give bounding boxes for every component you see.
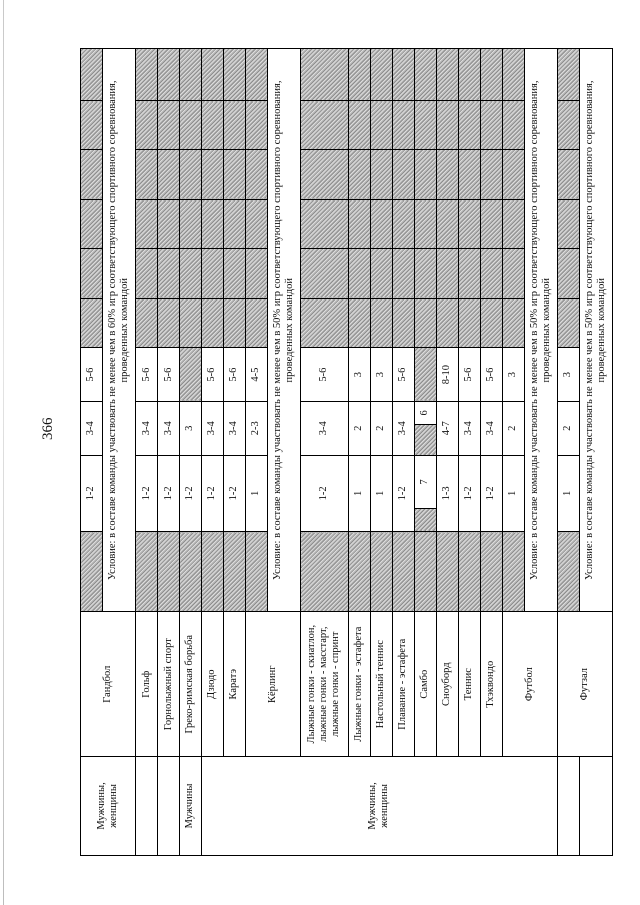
value-cell: 3-4 (81, 401, 103, 455)
shaded-cell (480, 249, 502, 299)
sport-name: Гандбол (81, 612, 136, 756)
shaded-cell (436, 49, 458, 101)
value-cell: 5-6 (158, 348, 180, 402)
shaded-cell (223, 249, 245, 299)
empty-cell (579, 756, 612, 855)
value-cell: 6 (414, 401, 436, 424)
shaded-cell (223, 298, 245, 348)
shaded-cell (81, 199, 103, 249)
value-cell: 1 (370, 455, 392, 531)
sport-name: Лыжные гонки - эстафета (348, 612, 370, 756)
shaded-cell (392, 100, 414, 150)
value-cell: 3 (557, 348, 579, 402)
shaded-cell (158, 49, 180, 101)
shaded-cell (81, 150, 103, 200)
shaded-cell (180, 348, 202, 402)
shaded-cell (245, 49, 267, 101)
shaded-cell (480, 150, 502, 200)
sports-table (80, 48, 613, 856)
value-cell: 3-4 (392, 401, 414, 455)
shaded-cell (458, 298, 480, 348)
shaded-cell (370, 100, 392, 150)
value-cell: 7 (414, 455, 436, 509)
sport-name: Теннис (458, 612, 480, 756)
shaded-cell (436, 150, 458, 200)
condition-text: Условие: в составе команды участвовать не менее чем в 50% игр соответствующего спортивного соревнования, проведенных командой (524, 49, 557, 612)
shaded-cell (392, 531, 414, 611)
shaded-cell (392, 199, 414, 249)
empty-cell (557, 756, 579, 855)
sport-name: Сноуборд (436, 612, 458, 756)
sport-name: Кёрлинг (245, 612, 300, 756)
value-cell: 2 (348, 401, 370, 455)
sport-name: Футзал (557, 612, 612, 756)
shaded-cell (81, 100, 103, 150)
shaded-cell (223, 100, 245, 150)
value-cell: 1-2 (81, 455, 103, 531)
shaded-cell (136, 531, 158, 611)
shaded-cell (458, 249, 480, 299)
value-cell: 1-2 (136, 455, 158, 531)
shaded-cell (301, 531, 349, 611)
shaded-cell (502, 199, 524, 249)
value-cell: 5-6 (81, 348, 103, 402)
shaded-cell (180, 199, 202, 249)
shaded-cell (458, 49, 480, 101)
condition-text: Условие: в составе команды участвовать не менее чем в 50% игр соответствующего спортивного соревнования, проведенных командой (579, 49, 612, 612)
value-cell: 5-6 (201, 348, 223, 402)
page-number: 366 (40, 417, 56, 440)
shaded-cell (158, 249, 180, 299)
shaded-cell (480, 100, 502, 150)
group-label: Мужчины, женщины (201, 756, 557, 855)
shaded-cell (502, 531, 524, 611)
shaded-cell (180, 150, 202, 200)
shaded-cell (480, 199, 502, 249)
condition-text: Условие: в составе команды участвовать не менее чем в 60% игр соответствующего спортивного соревнования, проведенных командой (102, 49, 135, 612)
value-cell: 1-3 (436, 455, 458, 531)
table-row (392, 49, 414, 856)
table-row (201, 49, 223, 856)
shaded-cell (348, 100, 370, 150)
shaded-cell (245, 249, 267, 299)
value-cell: 3-4 (136, 401, 158, 455)
shaded-cell (180, 49, 202, 101)
shaded-cell (557, 298, 579, 348)
value-cell: 3 (370, 348, 392, 402)
value-cell: 1-2 (223, 455, 245, 531)
shaded-cell (414, 49, 436, 101)
table-row (348, 49, 370, 856)
shaded-cell (245, 298, 267, 348)
value-cell: 3-4 (201, 401, 223, 455)
shaded-cell (414, 298, 436, 348)
shaded-cell (180, 298, 202, 348)
value-cell: 1-2 (458, 455, 480, 531)
shaded-cell (158, 199, 180, 249)
shaded-cell (348, 531, 370, 611)
shaded-cell (436, 531, 458, 611)
value-cell: 3 (348, 348, 370, 402)
value-cell: 2 (370, 401, 392, 455)
shaded-cell (81, 298, 103, 348)
value-cell: 5-6 (392, 348, 414, 402)
shaded-cell (557, 49, 579, 101)
shaded-cell (436, 100, 458, 150)
sport-name: Плавание - эстафета (392, 612, 414, 756)
sport-name: Дзюдо (201, 612, 223, 756)
shaded-cell (136, 49, 158, 101)
shaded-cell (436, 249, 458, 299)
shaded-cell (301, 298, 349, 348)
shaded-cell (136, 249, 158, 299)
shaded-cell (557, 100, 579, 150)
value-cell: 4-5 (245, 348, 267, 402)
shaded-cell (502, 49, 524, 101)
shaded-cell (348, 199, 370, 249)
shaded-cell (414, 424, 436, 455)
shaded-cell (201, 531, 223, 611)
value-cell: 1 (502, 455, 524, 531)
shaded-cell (201, 298, 223, 348)
shaded-cell (557, 249, 579, 299)
value-cell: 2 (502, 401, 524, 455)
shaded-cell (245, 100, 267, 150)
shaded-cell (370, 298, 392, 348)
group-label: Мужчины (180, 756, 202, 855)
table-row (136, 49, 158, 856)
value-cell: 5-6 (458, 348, 480, 402)
shaded-cell (301, 100, 349, 150)
shaded-cell (301, 249, 349, 299)
value-cell: 1-2 (301, 455, 349, 531)
table-row (502, 49, 524, 856)
value-cell: 1 (245, 455, 267, 531)
value-cell: 1 (557, 455, 579, 531)
value-cell: 3-4 (480, 401, 502, 455)
value-cell: 1-2 (201, 455, 223, 531)
rotated-table-frame (80, 48, 613, 856)
sport-name: Футбол (502, 612, 557, 756)
table-row (180, 49, 202, 856)
value-cell: 3-4 (158, 401, 180, 455)
value-cell: 4-7 (436, 401, 458, 455)
shaded-cell (414, 531, 436, 611)
sport-name: Гольф (136, 612, 158, 756)
value-cell: 5-6 (301, 348, 349, 402)
shaded-cell (348, 49, 370, 101)
shaded-cell (458, 531, 480, 611)
group-label: Мужчины, женщины (81, 756, 136, 855)
shaded-cell (392, 49, 414, 101)
table-row (158, 49, 180, 856)
sport-name: Греко-римская борьба (180, 612, 202, 756)
shaded-cell (502, 298, 524, 348)
table-row (245, 49, 267, 856)
shaded-cell (502, 100, 524, 150)
value-cell: 2-3 (245, 401, 267, 455)
shaded-cell (557, 531, 579, 611)
shaded-cell (81, 49, 103, 101)
shaded-cell (201, 249, 223, 299)
shaded-cell (392, 249, 414, 299)
shaded-cell (201, 199, 223, 249)
shaded-cell (223, 150, 245, 200)
value-cell: 3-4 (223, 401, 245, 455)
value-cell: 5-6 (136, 348, 158, 402)
empty-cell (136, 756, 158, 855)
shaded-cell (136, 199, 158, 249)
shaded-cell (245, 199, 267, 249)
shaded-cell (392, 150, 414, 200)
shaded-cell (502, 249, 524, 299)
sport-name: Лыжные гонки - скиатлон, лыжные гонки - масстарт, лыжные гонки - спринт (301, 612, 349, 756)
shaded-cell (201, 150, 223, 200)
sport-name: Настольный теннис (370, 612, 392, 756)
table-row (301, 49, 349, 856)
value-cell: 1-2 (180, 455, 202, 531)
shaded-cell (392, 298, 414, 348)
shaded-cell (81, 249, 103, 299)
value-cell: 8-10 (436, 348, 458, 402)
shaded-cell (136, 150, 158, 200)
shaded-cell (436, 199, 458, 249)
shaded-cell (201, 49, 223, 101)
value-cell: 5-6 (480, 348, 502, 402)
shaded-cell (301, 49, 349, 101)
scan-edge (3, 0, 4, 905)
shaded-cell (370, 49, 392, 101)
value-cell: 1-2 (480, 455, 502, 531)
value-cell: 5-6 (223, 348, 245, 402)
shaded-cell (245, 531, 267, 611)
value-cell: 1-2 (158, 455, 180, 531)
shaded-cell (370, 249, 392, 299)
shaded-cell (180, 531, 202, 611)
shaded-cell (223, 199, 245, 249)
value-cell: 2 (557, 401, 579, 455)
shaded-cell (158, 100, 180, 150)
shaded-cell (348, 298, 370, 348)
shaded-cell (81, 531, 103, 611)
value-cell: 3-4 (301, 401, 349, 455)
shaded-cell (480, 49, 502, 101)
shaded-cell (436, 298, 458, 348)
shaded-cell (301, 150, 349, 200)
shaded-cell (136, 100, 158, 150)
shaded-cell (458, 100, 480, 150)
shaded-cell (201, 100, 223, 150)
shaded-cell (557, 150, 579, 200)
value-cell: 1-2 (392, 455, 414, 531)
shaded-cell (245, 150, 267, 200)
shaded-cell (223, 531, 245, 611)
sport-name: Каратэ (223, 612, 245, 756)
shaded-cell (348, 150, 370, 200)
value-cell: 3 (502, 348, 524, 402)
shaded-cell (458, 199, 480, 249)
sport-name: Горнолыжный спорт (158, 612, 180, 756)
shaded-cell (158, 298, 180, 348)
value-cell: 3 (180, 401, 202, 455)
shaded-cell (348, 249, 370, 299)
shaded-cell (158, 150, 180, 200)
table-row (436, 49, 458, 856)
shaded-cell (557, 199, 579, 249)
sport-name: Тхэквондо (480, 612, 502, 756)
table-row (414, 49, 436, 856)
table-row (557, 49, 579, 856)
table-row (458, 49, 480, 856)
shaded-cell (502, 150, 524, 200)
shaded-cell (370, 199, 392, 249)
shaded-cell (370, 531, 392, 611)
shaded-cell (480, 298, 502, 348)
shaded-cell (136, 298, 158, 348)
shaded-cell (414, 150, 436, 200)
shaded-cell (414, 249, 436, 299)
shaded-cell (414, 509, 436, 532)
value-cell: 3-4 (458, 401, 480, 455)
table-row (480, 49, 502, 856)
shaded-cell (223, 49, 245, 101)
shaded-cell (180, 249, 202, 299)
shaded-cell (158, 531, 180, 611)
shaded-cell (370, 150, 392, 200)
shaded-cell (458, 150, 480, 200)
condition-text: Условие: в составе команды участвовать не менее чем в 50% игр соответствующего спортивного соревнования, проведенных командой (267, 49, 300, 612)
shaded-cell (414, 100, 436, 150)
shaded-cell (414, 199, 436, 249)
table-row (81, 49, 103, 856)
shaded-cell (414, 348, 436, 402)
empty-cell (158, 756, 180, 855)
value-cell: 1 (348, 455, 370, 531)
table-row (223, 49, 245, 856)
sport-name: Самбо (414, 612, 436, 756)
table-row (370, 49, 392, 856)
shaded-cell (480, 531, 502, 611)
shaded-cell (180, 100, 202, 150)
shaded-cell (301, 199, 349, 249)
